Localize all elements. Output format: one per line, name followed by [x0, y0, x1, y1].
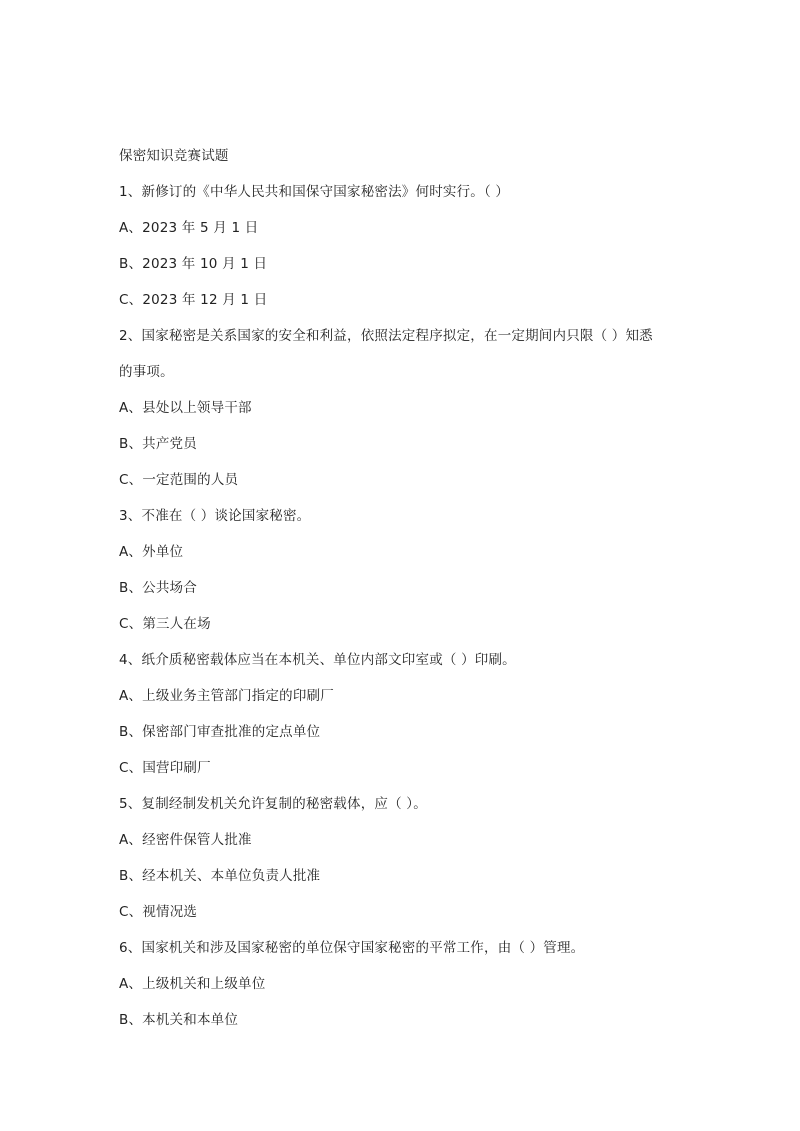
question-2-option-c: C、一定范围的人员	[119, 472, 239, 488]
question-1-text: 1、新修订的《中华人民共和国保守国家秘密法》何时实行。（ ）	[119, 184, 510, 200]
question-5-option-a: A、经密件保管人批准	[119, 832, 252, 848]
question-3-option-b: B、公共场合	[119, 580, 197, 596]
question-4-text: 4、纸介质秘密载体应当在本机关、单位内部文印室或（ ）印刷。	[119, 652, 516, 668]
question-3-option-c: C、第三人在场	[119, 616, 211, 632]
question-6-option-a: A、上级机关和上级单位	[119, 976, 266, 992]
question-3-text: 3、不准在（ ）谈论国家秘密。	[119, 508, 311, 524]
question-2-option-b: B、共产党员	[119, 436, 197, 452]
question-5-option-b: B、经本机关、本单位负责人批准	[119, 868, 321, 884]
question-3-option-a: A、外单位	[119, 544, 184, 560]
question-1-option-a: A、2023 年 5 月 1 日	[119, 220, 259, 236]
question-2-option-a: A、县处以上领导干部	[119, 400, 252, 416]
question-1-option-c: C、2023 年 12 月 1 日	[119, 292, 268, 308]
question-6-text: 6、国家机关和涉及国家秘密的单位保守国家秘密的平常工作，由（ ）管理。	[119, 940, 585, 956]
question-4-option-a: A、上级业务主管部门指定的印刷厂	[119, 688, 334, 704]
question-4-option-c: C、国营印刷厂	[119, 760, 211, 776]
question-2-text: 2、国家秘密是关系国家的安全和利益，依照法定程序拟定，在一定期间内只限（ ）知悉	[119, 328, 653, 344]
question-5-text: 5、复制经制发机关允许复制的秘密载体，应（ ）。	[119, 796, 427, 812]
page-title: 保密知识竞赛试题	[119, 148, 229, 164]
question-4-option-b: B、保密部门审查批准的定点单位	[119, 724, 321, 740]
question-1-option-b: B、2023 年 10 月 1 日	[119, 256, 268, 272]
question-6-option-b: B、本机关和本单位	[119, 1012, 239, 1028]
question-2-text-continued: 的事项。	[119, 364, 174, 380]
question-5-option-c: C、视情况选	[119, 904, 198, 920]
